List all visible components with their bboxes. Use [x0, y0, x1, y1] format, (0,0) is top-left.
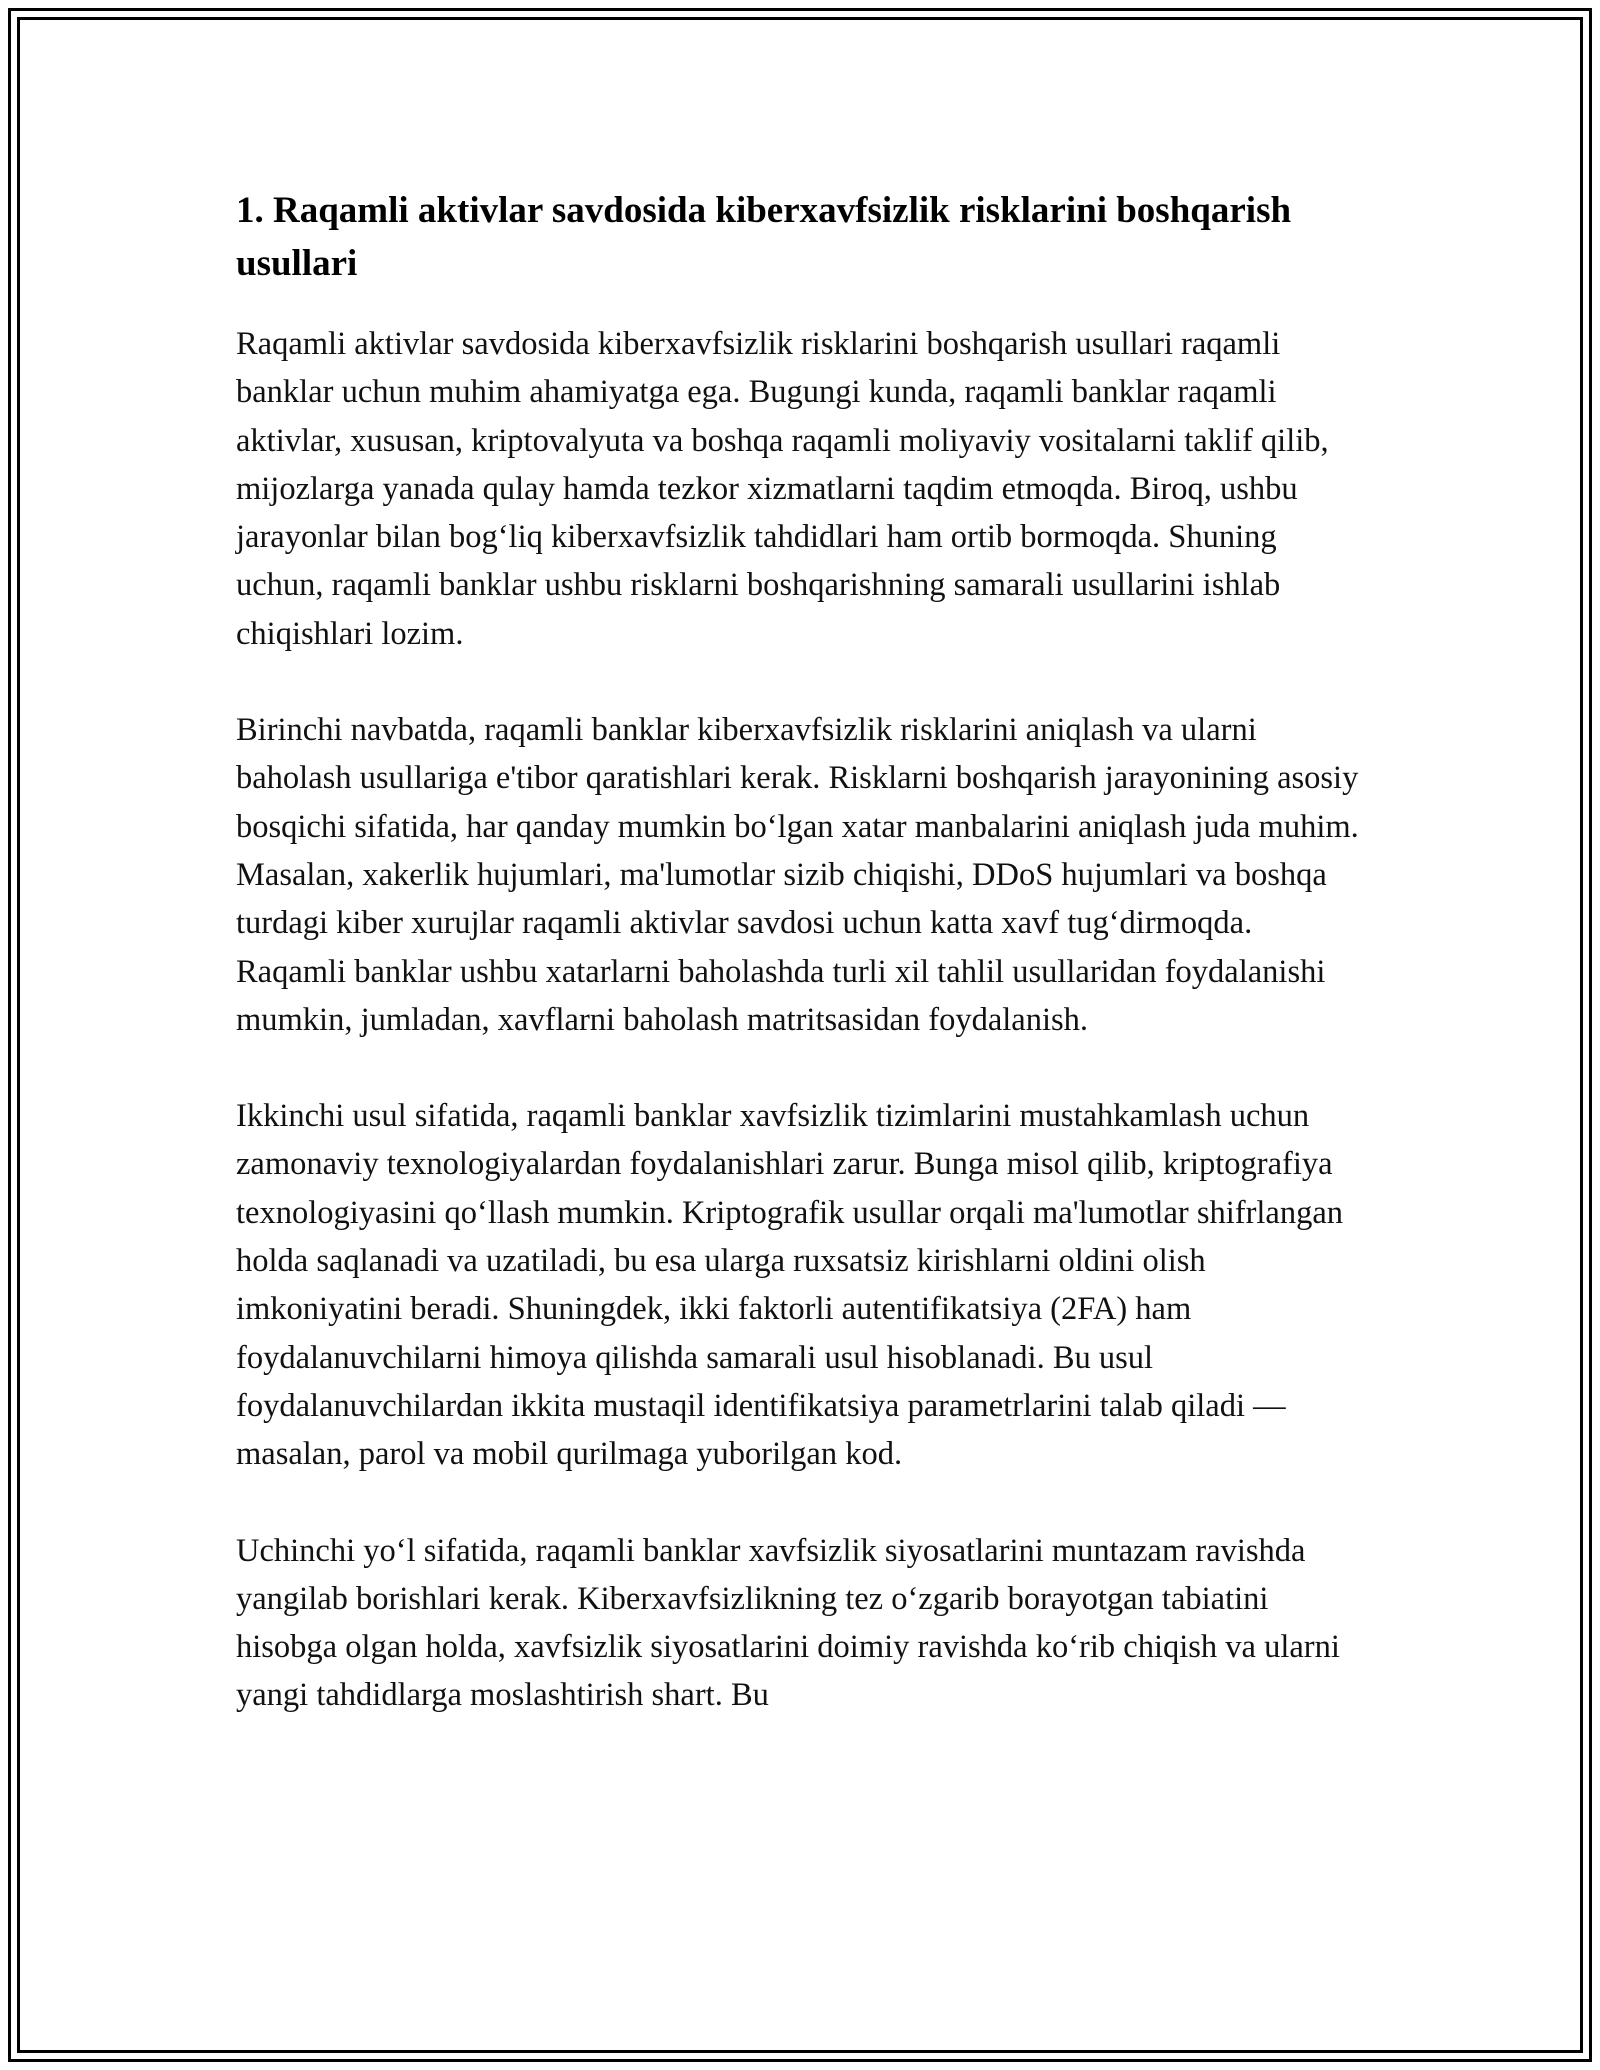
paragraph-third-method: Uchinchi yo‘l sifatida, raqamli banklar xavfsizlik siyosatlarini muntazam ravishda yangilab borishlari kerak. Kiberxavfsizlikning tez o‘zgarib borayotgan tabiatini hisobga olgan holda, xavfsizlik siyosatlarini doimiy ravishda ko‘rib chiqish va ularni yangi tahdidlarga moslashtirish shart. Bu [236, 1532, 1340, 1714]
document-body [236, 184, 1366, 1768]
paragraph-intro: Raqamli aktivlar savdosida kiberxavfsizlik risklarini boshqarish usullari raqamli banklar uchun muhim ahamiyatga ega. Bugungi kunda, raqamli banklar raqamli aktivlar, xususan, kriptovalyuta va boshqa raqamli moliyaviy vositalarni taklif qilib, mijozlarga yanada qulay hamda tezkor xizmatlarni taqdim etmoqda. Biroq, ushbu jarayonlar bilan bog‘liq kiberxavfsizlik tahdidlari ham ortib bormoqda. Shuning uchun, raqamli banklar ushbu risklarni boshqarishning samarali usullarini ishlab chiqishlari lozim. [236, 326, 1329, 652]
section-heading: 1. Raqamli aktivlar savdosida kiberxavfsizlik risklarini boshqarish usullari [236, 190, 1292, 284]
paragraph-second-method: Ikkinchi usul sifatida, raqamli banklar xavfsizlik tizimlarini mustahkamlash uchun zamonaviy texnologiyalardan foydalanishlari zarur. Bunga misol qilib, kriptografiya texnologiyasini qo‘llash mumkin. Kriptografik usullar orqali ma'lumotlar shifrlangan holda saqlanadi va uzatiladi, bu esa ularga ruxsatsiz kirishlarni oldini olish imkoniyatini beradi. Shuningdek, ikki faktorli autentifikatsiya (2FA) ham foydalanuvchilarni himoya qilishda samarali usul hisoblanadi. Bu usul foydalanuvchilardan ikkita mustaqil identifikatsiya parametrlarini talab qiladi — masalan, parol va mobil qurilmaga yuborilgan kod. [236, 1098, 1344, 1473]
paragraph-first-method: Birinchi navbatda, raqamli banklar kiberxavfsizlik risklarini aniqlash va ularni baholash usullariga e'tibor qaratishlari kerak. Risklarni boshqarish jarayonining asosiy bosqichi sifatida, har qanday mumkin bo‘lgan xatar manbalarini aniqlash juda muhim. Masalan, xakerlik hujumlari, ma'lumotlar sizib chiqishi, DDoS hujumlari va boshqa turdagi kiber xurujlar raqamli aktivlar savdosi uchun katta xavf tug‘dirmoqda. Raqamli banklar ushbu xatarlarni baholashda turli xil tahlil usullaridan foydalanishi mumkin, jumladan, xavflarni baholash matritsasidan foydalanish. [236, 712, 1359, 1038]
